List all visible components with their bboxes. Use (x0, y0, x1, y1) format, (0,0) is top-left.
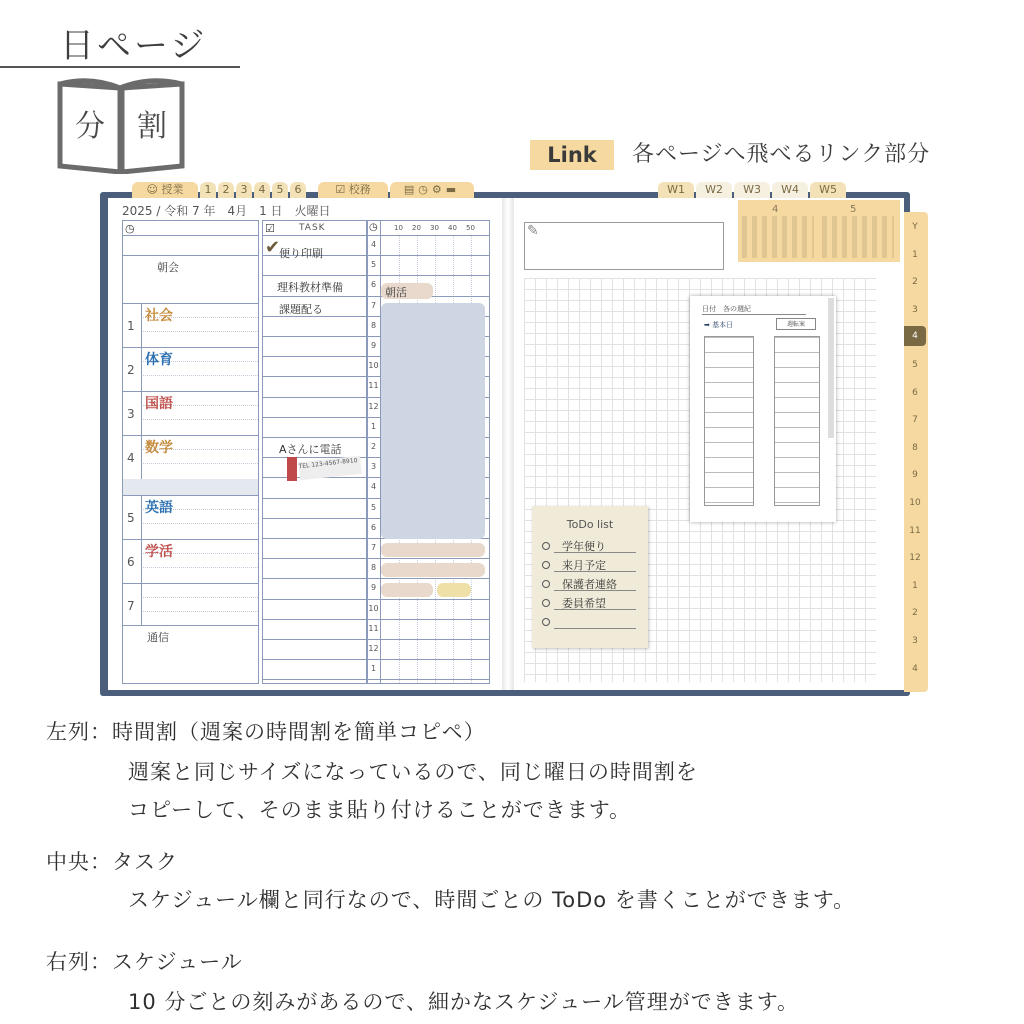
todo-item[interactable]: 学年便り (562, 540, 606, 553)
task-item-1[interactable]: 便り印刷 (279, 247, 323, 260)
desc-center-line-1: スケジュール欄と同行なので、時間ごとの ToDo を書くことができます。 (128, 888, 856, 912)
minute-label: 10 (394, 224, 403, 232)
period-subline (143, 611, 258, 612)
schedule-hour: 1 (370, 664, 377, 673)
task-row-line (263, 679, 367, 680)
period-subject[interactable]: 国語 (145, 396, 173, 412)
period-row (123, 435, 258, 436)
period-subject[interactable]: 英語 (145, 500, 173, 516)
month-tab[interactable]: 4 (912, 663, 918, 674)
todo-item[interactable]: 保護者連絡 (562, 578, 617, 591)
clock-icon: ◷ (125, 222, 135, 235)
period-subline (143, 419, 258, 420)
timetable-column (122, 220, 259, 684)
schedule-hour: 6 (370, 280, 377, 289)
month-tab[interactable]: 3 (912, 636, 918, 646)
tab-period-2[interactable]: 2 (218, 182, 234, 198)
task-row-line (263, 639, 367, 640)
period-number: 1 (127, 319, 135, 333)
schedule-hour: 12 (368, 402, 379, 411)
desc-left-line-1: 週案と同じサイズになっているので、同じ曜日の時間割を (128, 760, 698, 784)
schedule-hour: 12 (368, 644, 379, 653)
schedule-row-line (367, 255, 489, 256)
event-block-long[interactable] (381, 303, 485, 539)
schedule-row-line (367, 275, 489, 276)
todo-bullet-icon[interactable] (542, 561, 550, 569)
schedule-hour: 4 (370, 482, 377, 491)
month-tab[interactable]: 11 (909, 525, 921, 536)
schedule-hour: 8 (370, 563, 377, 572)
task-row-line (263, 518, 367, 519)
event-label: 朝活 (385, 286, 407, 299)
memo-box[interactable] (524, 222, 724, 270)
month-tab[interactable]: 2 (912, 277, 918, 288)
desc-right-line-1: 10 分ごとの刻みがあるので、細かなスケジュール管理ができます。 (128, 990, 800, 1014)
tab-period-6[interactable]: 6 (290, 182, 306, 198)
schedule-hour: 2 (370, 442, 377, 451)
todo-title: ToDo list (566, 518, 614, 531)
clock-icon: ◷ (418, 183, 432, 196)
period-row (123, 347, 258, 348)
minute-label: 30 (430, 224, 439, 232)
task-row-line (263, 659, 367, 660)
sticky-tape (287, 457, 297, 481)
task-row-line (263, 578, 367, 579)
month-tab[interactable]: 2 (912, 608, 918, 619)
schedule-hour: 1 (370, 422, 377, 431)
period-number: 5 (127, 511, 135, 525)
pencil-icon: ✎ (527, 223, 539, 239)
period-row (123, 583, 258, 584)
task-item-3[interactable]: 課題配る (279, 303, 323, 316)
clock-icon: ◷ (369, 222, 378, 233)
event-block-8[interactable] (381, 563, 485, 577)
task-row-line (263, 558, 367, 559)
task-row-line (263, 235, 367, 236)
schedule-hour: 4 (370, 240, 377, 249)
calendar-month-current: 4 (772, 204, 779, 215)
title-divider (0, 66, 240, 68)
schedule-row-line (367, 619, 489, 620)
period-number: 6 (127, 555, 135, 569)
period-number: 2 (127, 363, 135, 377)
task-row-line (263, 275, 367, 276)
gear-icon: ⚙ (431, 183, 446, 196)
schedule-hour: 10 (368, 604, 379, 613)
schedule-row-line (367, 235, 489, 236)
todo-item[interactable]: 委員希望 (562, 597, 606, 610)
schedule-hour: 9 (370, 341, 377, 350)
tab-period-5[interactable]: 5 (272, 182, 288, 198)
event-block-7[interactable] (381, 543, 485, 557)
task-row-line (263, 336, 367, 337)
schedule-row-line (367, 599, 489, 600)
schedule-row-line (367, 558, 489, 559)
period-subline (143, 523, 258, 524)
period-subline (143, 375, 258, 376)
open-book-icon (54, 74, 188, 178)
period-subject[interactable]: 学活 (145, 544, 173, 560)
schedule-hour: 11 (368, 381, 379, 390)
month-tab[interactable]: 4 (904, 326, 926, 346)
task-item-4[interactable]: Aさんに電話 (279, 443, 342, 456)
minute-label: 40 (448, 224, 457, 232)
month-tab[interactable]: 12 (909, 553, 921, 564)
month-tab[interactable]: Y (912, 222, 918, 232)
tab-week-4[interactable]: W4 (772, 182, 808, 198)
book-char-1: 分 (75, 109, 105, 144)
task-column (262, 220, 368, 684)
tab-period-3[interactable]: 3 (236, 182, 252, 198)
minute-label: 50 (466, 224, 475, 232)
period-number: 3 (127, 407, 135, 421)
task-row-line (263, 417, 367, 418)
arrow-icon: ➡ 基本日 (704, 321, 734, 329)
tab-week-1[interactable]: W1 (658, 182, 694, 198)
thumb-col-right (774, 336, 820, 506)
calendar-month-next: 5 (850, 204, 857, 215)
task-header: TASK (299, 223, 326, 233)
schedule-hour: 6 (370, 523, 377, 532)
month-tab[interactable]: 3 (912, 304, 918, 315)
schedule-column (366, 220, 490, 684)
task-row-line (263, 397, 367, 398)
schedule-hour: 5 (370, 503, 377, 512)
todo-line (554, 628, 636, 629)
checkbox-icon: ☑ (335, 183, 346, 196)
tab-lessons[interactable]: ☺ 授業 (132, 182, 198, 198)
event-block-9b[interactable] (437, 583, 471, 597)
todo-sticky[interactable] (532, 506, 648, 648)
thumb-col-left (704, 336, 754, 506)
folder-icon: ▬ (445, 183, 461, 196)
thumb-header: 週転案 (776, 318, 816, 330)
schedule-hour: 10 (368, 361, 379, 370)
todo-bullet-icon[interactable] (542, 542, 550, 550)
period-subline (143, 463, 258, 464)
month-tab[interactable]: 7 (912, 415, 918, 426)
month-tab[interactable]: 8 (912, 442, 918, 453)
calendar-days-may (822, 216, 894, 258)
desc-left-head: 左列：時間割（週案の時間割を簡単コピペ） (46, 720, 486, 744)
schedule-row-line (367, 659, 489, 660)
period-number: 4 (127, 451, 135, 465)
mini-calendar[interactable] (738, 200, 900, 262)
schedule-hour: 5 (370, 260, 377, 269)
task-row-line (263, 599, 367, 600)
morning-meeting: 朝会 (157, 261, 179, 274)
month-tab[interactable]: 5 (912, 360, 918, 370)
event-block-9[interactable] (381, 583, 433, 597)
tab-week-5[interactable]: W5 (810, 182, 846, 198)
people-icon: ☺ (146, 183, 158, 196)
tab-week-2[interactable]: W2 (696, 182, 732, 198)
task-row-line (263, 356, 367, 357)
memo-icon: ▤ (403, 183, 419, 196)
checkmark-icon: ✔ (265, 237, 281, 258)
thumb-title: 日付 各の週紀 (702, 304, 806, 315)
task-item-2[interactable]: 理科教材準備 (277, 281, 343, 294)
task-row-line (263, 437, 367, 438)
desc-right-head: 右列：スケジュール (46, 950, 243, 974)
schedule-row-line (367, 578, 489, 579)
period-row (123, 303, 258, 304)
desc-center-head: 中央：タスク (46, 850, 178, 874)
period-subject[interactable]: 数学 (145, 440, 173, 456)
tab-period-4[interactable]: 4 (254, 182, 270, 198)
month-tab[interactable]: 9 (912, 470, 918, 481)
weekly-plan-thumbnail[interactable] (690, 296, 836, 522)
calendar-days-april (742, 216, 814, 258)
checkbox-icon: ☑ (265, 222, 275, 235)
month-tab[interactable]: 1 (912, 580, 918, 591)
month-tab[interactable]: 1 (912, 249, 918, 260)
task-row-line (263, 376, 367, 377)
todo-bullet-icon[interactable] (542, 580, 550, 588)
link-description: 各ページへ飛べるリンク部分 (632, 142, 931, 167)
schedule-hour: 8 (370, 321, 377, 330)
month-tab[interactable]: 6 (912, 387, 918, 398)
schedule-row-line (367, 679, 489, 680)
month-tab[interactable]: 10 (909, 498, 921, 508)
period-row (123, 539, 258, 540)
book-char-2: 割 (137, 109, 167, 144)
period-subject[interactable]: 体育 (145, 352, 173, 368)
tab-week-3[interactable]: W3 (734, 182, 770, 198)
link-badge: Link (530, 140, 614, 170)
schedule-row-line (367, 639, 489, 640)
period-row (123, 391, 258, 392)
page-title: 日ページ (60, 26, 208, 66)
period-subline (143, 331, 258, 332)
schedule-hour: 7 (370, 301, 377, 310)
schedule-hour: 9 (370, 583, 377, 592)
period-subline (143, 567, 258, 568)
todo-item[interactable]: 来月予定 (562, 559, 606, 572)
period-subline (143, 597, 258, 598)
phone-sticky-note[interactable]: TEL 123-4567-8910 (298, 456, 362, 480)
task-row-line (263, 498, 367, 499)
thumb-scrollbar[interactable] (828, 298, 834, 438)
lunch-band (123, 479, 258, 495)
task-row-line (263, 619, 367, 620)
tab-period-1[interactable]: 1 (200, 182, 216, 198)
tab-school-affairs[interactable]: ☑ 校務 (318, 182, 388, 198)
month-tabs (904, 212, 928, 692)
task-row-line (263, 296, 367, 297)
tab-quick-icons[interactable] (390, 182, 474, 198)
period-number-divider (141, 303, 142, 625)
period-number: 7 (127, 599, 135, 613)
todo-bullet-icon[interactable] (542, 618, 550, 626)
schedule-hour: 11 (368, 624, 379, 633)
schedule-hour: 7 (370, 543, 377, 552)
closing-note: 通信 (147, 631, 169, 644)
minute-label: 20 (412, 224, 421, 232)
desc-left-line-2: コピーして、そのまま貼り付けることができます。 (128, 798, 632, 822)
date-line: 2025 / 令和 7 年 4月 1 日 火曜日 (122, 204, 331, 218)
todo-bullet-icon[interactable] (542, 599, 550, 607)
planner-spine (502, 198, 514, 690)
period-subject[interactable]: 社会 (145, 308, 173, 324)
period-row (123, 495, 258, 496)
task-row-line (263, 538, 367, 539)
schedule-hour: 3 (370, 462, 377, 471)
